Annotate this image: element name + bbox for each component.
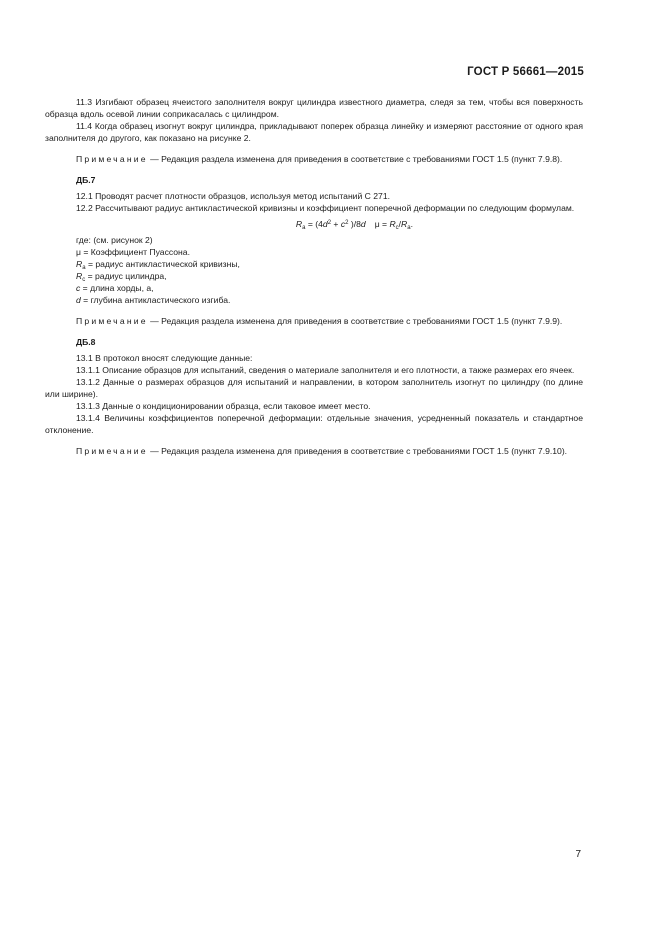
note-label: Примечание (76, 154, 148, 164)
paragraph-11-3: 11.3 Изгибают образец ячеистого заполнителя вокруг цилиндра известного диаметра, следя за тем, чтобы вся поверхность образца вдоль осевой линии соприкасалась с цилиндром. (45, 97, 583, 119)
page-body (45, 96, 583, 457)
paragraph-13-1: 13.1 В протокол вносят следующие данные: (76, 353, 253, 363)
formula: $R_a = (4d^2 + c^2$ )/8d $\mu = R_c/R_a$. (295, 219, 413, 231)
section-heading-db8: ДБ.8 (76, 337, 96, 347)
legend-c: c = длина хорды, a, (76, 283, 154, 293)
paragraph-12-2: 12.2 Рассчитывают радиус антикластической кривизны и коэффициент поперечной деформации по следующим формулам. (76, 203, 575, 213)
legend-intro: где: (см. рисунок 2) (76, 235, 153, 245)
paragraph-13-1-3: 13.1.3 Данные о кондиционировании образца, если таковое имеет место. (76, 401, 371, 411)
note-2 (45, 315, 583, 327)
legend-mu: μ = Коэффициент Пуассона. (76, 247, 190, 257)
note-text: — Редакция раздела изменена для приведения в соответствие с требованиями ГОСТ 1.5 (пункт 7.9.9). (147, 316, 563, 326)
paragraph-12-1: 12.1 Проводят расчет плотности образцов, используя метод испытаний C 271. (76, 191, 390, 201)
paragraph-11-4: 11.4 Когда образец изогнут вокруг цилиндра, прикладывают поперек образца линейку и измеряют расстояние от одного края заполнителя до другого, как показано на рисунке 2. (45, 121, 583, 143)
paragraph-13-1-1: 13.1.1 Описание образцов для испытаний, сведения о материале заполнителя и его плотности, а также размерах его ячеек. (76, 365, 575, 375)
note-label: Примечание (76, 446, 148, 456)
note-3 (45, 445, 583, 457)
note-1 (45, 153, 583, 165)
note-label: Примечание (76, 316, 148, 326)
formula-legend (45, 234, 583, 306)
paragraph-13-1-2: 13.1.2 Данные о размерах образцов для испытаний и направлении, в котором заполнитель изогнут по цилиндру (по длине или ширине). (45, 377, 583, 399)
document-id: ГОСТ Р 56661—2015 (467, 66, 584, 78)
section-heading-db7: ДБ.7 (76, 175, 96, 185)
legend-d: d = глубина антикластического изгиба. (76, 295, 231, 305)
note-text: — Редакция раздела изменена для приведения в соответствие с требованиями ГОСТ 1.5 (пункт 7.9.8). (147, 154, 563, 164)
legend-rc: $R_c$ = радиус цилиндра, (76, 271, 167, 283)
legend-ra: $R_a$ = радиус антикластической кривизны, (76, 259, 240, 271)
page-number: 7 (575, 849, 581, 860)
note-text: — Редакция раздела изменена для приведения в соответствие с требованиями ГОСТ 1.5 (пункт 7.9.10). (147, 446, 568, 456)
paragraph-13-1-4: 13.1.4 Величины коэффициентов поперечной деформации: отдельные значения, усредненный показатель и стандартное отклонение. (45, 413, 583, 435)
